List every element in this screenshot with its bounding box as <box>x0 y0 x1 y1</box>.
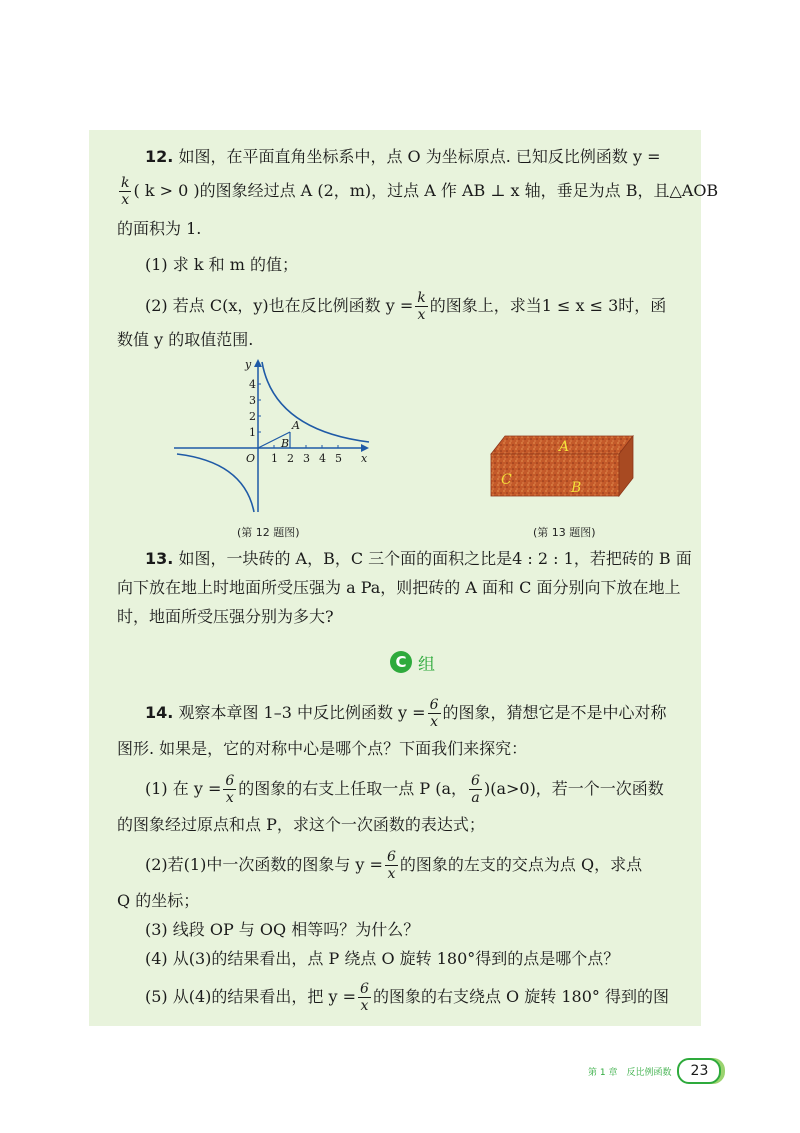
x-tick-label: 3 <box>303 452 310 465</box>
problem-14 <box>117 697 683 1014</box>
figures-row <box>89 352 701 552</box>
problem-number: 14. <box>145 703 174 722</box>
fraction-6-over-x: $\frac{6}{x}$ <box>360 981 369 1014</box>
x-tick-label: 2 <box>287 452 294 465</box>
figure-12-caption: (第 12 题图) <box>237 526 300 539</box>
problem-12-q2: (2) 若点 C(x，y)也在反比例函数 y = $\frac{k}{x}$ 的图象上，求当1 ≤ x ≤ 3时，函 <box>145 290 667 323</box>
y-tick-label: 3 <box>249 394 256 407</box>
problem-14-q2-cont: Q 的坐标； <box>117 891 200 910</box>
face-b-label: B <box>571 480 582 496</box>
point-b-label: B <box>281 437 290 450</box>
x-tick-label: 1 <box>271 452 278 465</box>
fraction-6-over-x: $\frac{6}{x}$ <box>225 773 235 806</box>
problem-number: 12. <box>145 147 174 166</box>
origin-label: O <box>246 452 256 465</box>
problem-14-q2: (2)若(1)中一次函数的图象与 y = $\frac{6}{x}$ 的图象的左支的交点为点 Q，求点 <box>145 849 643 882</box>
problem-13-line-2: 向下放在地上时地面所受压强为 a Pa，则把砖的 A 面和 C 面分别向下放在地上 <box>117 578 681 597</box>
fraction-6-over-x: $\frac{6}{x}$ <box>386 849 396 882</box>
problem-14-q1: (1) 在 y = $\frac{6}{x}$ 的图象的右支上任取一点 P (a， $\frac{6}{a}$ )(a>0)，若一个一次函数 <box>145 773 664 806</box>
point-a-label: A <box>292 419 300 432</box>
problem-14-line-2: 图形. 如果是，它的对称中心是哪个点？下面我们来探究： <box>117 739 528 758</box>
chapter-title: 第 1 章 反比例函数 <box>588 1067 672 1078</box>
figure-13-caption: (第 13 题图) <box>533 526 596 539</box>
face-a-label: A <box>559 439 570 455</box>
problem-14-q5: (5) 从(4)的结果看出，把 y = $\frac{6}{x}$ 的图象的右支绕点 O 旋转 180° 得到的图 <box>145 981 669 1014</box>
y-tick-label: 4 <box>249 378 256 391</box>
problem-number: 13. <box>145 549 174 568</box>
problem-12-line-3: 的面积为 1. <box>117 219 202 238</box>
problem-13-line-3: 时，地面所受压强分别为多大? <box>117 607 334 626</box>
problem-12-line-1 <box>117 146 683 167</box>
problem-13 <box>117 548 692 627</box>
problem-14-q4: (4) 从(3)的结果看出，点 P 绕点 O 旋转 180°得到的点是哪个点？ <box>145 949 620 968</box>
problem-14-q1-cont: 的图象经过原点和点 P，求这个一次函数的表达式； <box>117 815 485 834</box>
group-label: 组 <box>418 654 435 675</box>
y-axis-label: y <box>245 358 252 371</box>
x-tick-label: 5 <box>335 452 342 465</box>
fraction-6-over-a: $\frac{6}{a}$ <box>471 773 480 806</box>
fraction-6-over-x: $\frac{6}{x}$ <box>429 697 439 730</box>
problem-12-line-2 <box>117 175 719 208</box>
page-footer <box>588 1058 721 1084</box>
fraction-k-over-x: $\frac{k}{x}$ <box>121 175 130 208</box>
fraction-k-over-x: $\frac{k}{x}$ <box>417 290 426 323</box>
y-tick-label: 2 <box>249 410 256 423</box>
group-c-heading <box>390 648 435 676</box>
problem-12-q2-cont: 数值 y 的取值范围. <box>117 330 254 349</box>
group-letter-badge: C <box>390 651 412 673</box>
problem-12-q1: (1) 求 k 和 m 的值； <box>145 255 298 274</box>
problem-text: 如图，在平面直角坐标系中，点 O 为坐标原点. 已知反比例函数 y = <box>178 147 661 166</box>
problem-13-line-1: 13. 如图，一块砖的 A，B，C 三个面的面积之比是4 : 2 : 1，若把砖的 B 面 <box>145 549 692 568</box>
face-c-label: C <box>501 472 512 488</box>
y-tick-label: 1 <box>249 426 256 439</box>
problem-14-q3: (3) 线段 OP 与 OQ 相等吗？为什么？ <box>145 920 420 939</box>
problem-text: ( k > 0 )的图象经过点 A (2，m)，过点 A 作 AB ⊥ x 轴，垂足为点 B，且△AOB <box>133 181 719 200</box>
problem-14-line-1: 14. 观察本章图 1–3 中反比例函数 y = $\frac{6}{x}$ 的图象，猜想它是不是中心对称 <box>145 697 667 730</box>
figure-13-brick <box>89 352 701 552</box>
x-tick-label: 4 <box>319 452 326 465</box>
x-axis-label: x <box>361 452 368 465</box>
page-number: 23 <box>677 1058 721 1084</box>
exercise-content <box>117 142 719 350</box>
